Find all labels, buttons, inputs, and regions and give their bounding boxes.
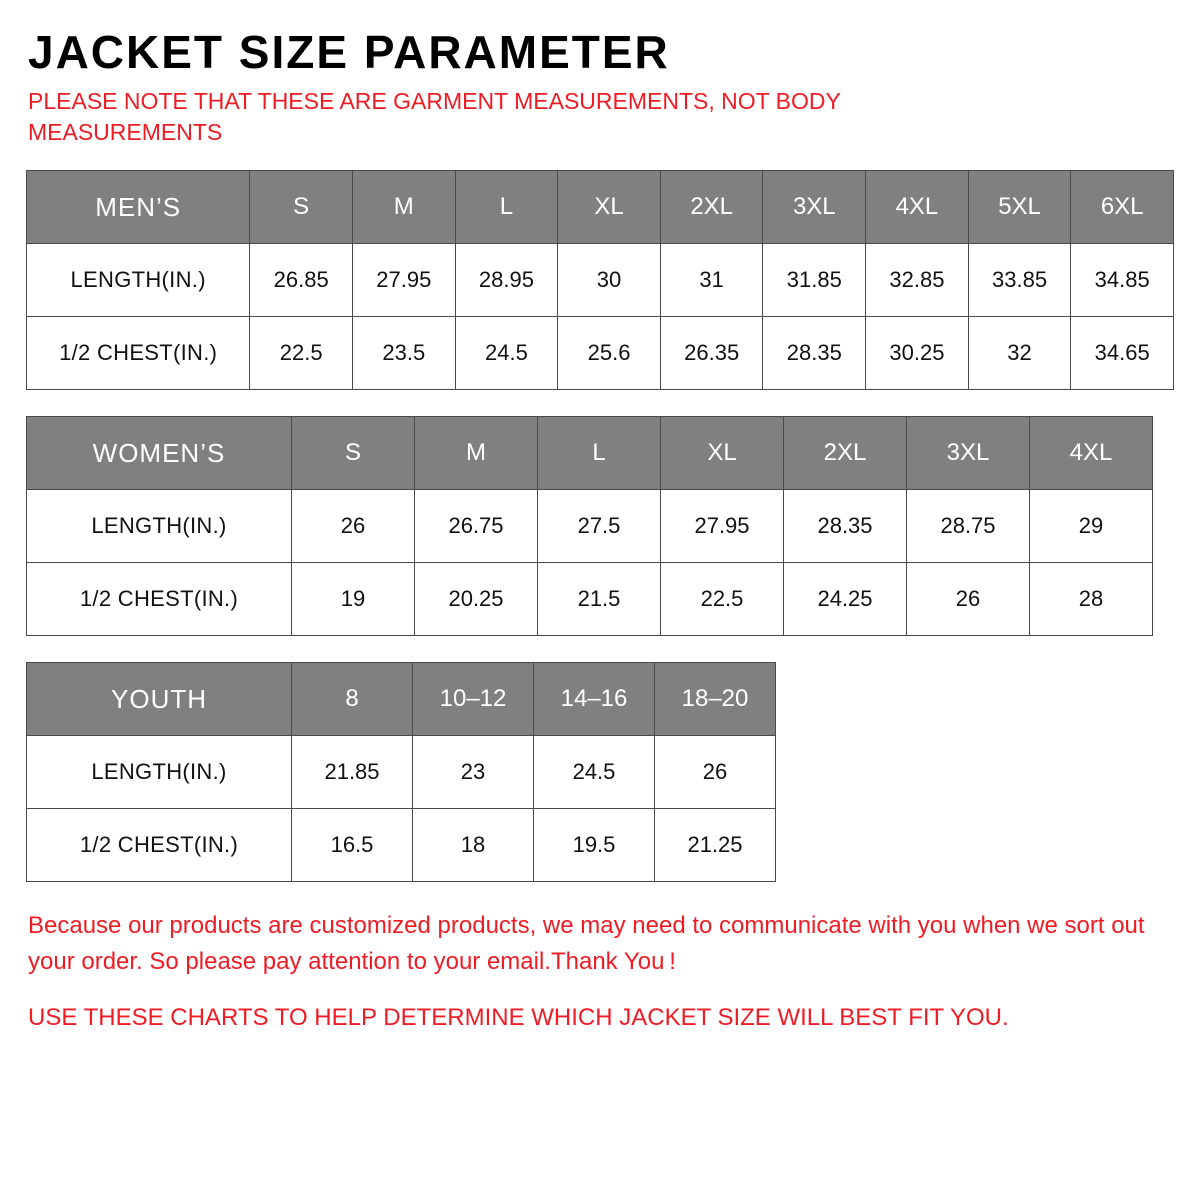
youth-chest-18-20: 21.25 [655, 809, 776, 882]
page-title: JACKET SIZE PARAMETER [28, 26, 670, 78]
mens-size-xl: XL [558, 171, 661, 244]
mens-chest-6xl: 34.65 [1071, 317, 1174, 390]
mens-chest-4xl: 30.25 [866, 317, 969, 390]
womens-size-l: L [538, 417, 661, 490]
womens-length-l: 27.5 [538, 490, 661, 563]
womens-length-2xl: 28.35 [784, 490, 907, 563]
womens-category-label: WOMEN’S [27, 417, 292, 490]
mens-size-4xl: 4XL [866, 171, 969, 244]
mens-chest-l: 24.5 [455, 317, 558, 390]
womens-chest-label: 1/2 CHEST(IN.) [27, 563, 292, 636]
table-header-row [27, 417, 1153, 490]
mens-chest-3xl: 28.35 [763, 317, 866, 390]
womens-size-table [26, 416, 1153, 636]
table-row [27, 736, 776, 809]
mens-size-2xl: 2XL [660, 171, 763, 244]
womens-size-xl: XL [661, 417, 784, 490]
womens-length-3xl: 28.75 [907, 490, 1030, 563]
womens-chest-4xl: 28 [1030, 563, 1153, 636]
mens-length-5xl: 33.85 [968, 244, 1071, 317]
womens-length-4xl: 29 [1030, 490, 1153, 563]
youth-chest-14-16: 19.5 [534, 809, 655, 882]
mens-size-table [26, 170, 1174, 390]
mens-length-6xl: 34.85 [1071, 244, 1174, 317]
womens-size-2xl: 2XL [784, 417, 907, 490]
womens-size-3xl: 3XL [907, 417, 1030, 490]
mens-length-xl: 30 [558, 244, 661, 317]
footer-usage-note: USE THESE CHARTS TO HELP DETERMINE WHICH JACKET SIZE WILL BEST FIT YOU. [28, 1004, 1009, 1032]
womens-chest-s: 19 [292, 563, 415, 636]
mens-category-label: MEN’S [27, 171, 250, 244]
mens-length-m: 27.95 [352, 244, 455, 317]
youth-chest-label: 1/2 CHEST(IN.) [27, 809, 292, 882]
mens-chest-5xl: 32 [968, 317, 1071, 390]
youth-chest-10-12: 18 [413, 809, 534, 882]
mens-size-l: L [455, 171, 558, 244]
mens-size-s: S [250, 171, 353, 244]
mens-length-s: 26.85 [250, 244, 353, 317]
youth-size-10-12: 10–12 [413, 663, 534, 736]
womens-size-s: S [292, 417, 415, 490]
youth-length-18-20: 26 [655, 736, 776, 809]
mens-size-3xl: 3XL [763, 171, 866, 244]
youth-size-8: 8 [292, 663, 413, 736]
measurement-note: PLEASE NOTE THAT THESE ARE GARMENT MEASUREMENTS, NOT BODY MEASUREMENTS [28, 88, 841, 146]
womens-chest-l: 21.5 [538, 563, 661, 636]
youth-size-18-20: 18–20 [655, 663, 776, 736]
footer-customization-note: Because our products are customized products, we may need to communicate with you when we sort out your order. So please pay attention to your email.Thank You ! [28, 912, 1145, 976]
womens-length-m: 26.75 [415, 490, 538, 563]
womens-chest-3xl: 26 [907, 563, 1030, 636]
mens-size-5xl: 5XL [968, 171, 1071, 244]
womens-length-xl: 27.95 [661, 490, 784, 563]
youth-length-label: LENGTH(IN.) [27, 736, 292, 809]
table-header-row [27, 663, 776, 736]
womens-length-s: 26 [292, 490, 415, 563]
mens-chest-s: 22.5 [250, 317, 353, 390]
youth-length-8: 21.85 [292, 736, 413, 809]
youth-category-label: YOUTH [27, 663, 292, 736]
youth-length-14-16: 24.5 [534, 736, 655, 809]
mens-chest-xl: 25.6 [558, 317, 661, 390]
table-row [27, 809, 776, 882]
mens-chest-label: 1/2 CHEST(IN.) [27, 317, 250, 390]
mens-chest-m: 23.5 [352, 317, 455, 390]
mens-chest-2xl: 26.35 [660, 317, 763, 390]
womens-size-4xl: 4XL [1030, 417, 1153, 490]
mens-length-label: LENGTH(IN.) [27, 244, 250, 317]
womens-length-label: LENGTH(IN.) [27, 490, 292, 563]
womens-chest-2xl: 24.25 [784, 563, 907, 636]
mens-length-l: 28.95 [455, 244, 558, 317]
youth-chest-8: 16.5 [292, 809, 413, 882]
table-row [27, 490, 1153, 563]
table-row [27, 563, 1153, 636]
womens-size-m: M [415, 417, 538, 490]
mens-length-3xl: 31.85 [763, 244, 866, 317]
mens-size-6xl: 6XL [1071, 171, 1174, 244]
mens-length-2xl: 31 [660, 244, 763, 317]
womens-chest-xl: 22.5 [661, 563, 784, 636]
youth-size-table [26, 662, 776, 882]
table-header-row [27, 171, 1174, 244]
mens-size-m: M [352, 171, 455, 244]
youth-size-14-16: 14–16 [534, 663, 655, 736]
womens-chest-m: 20.25 [415, 563, 538, 636]
table-row [27, 244, 1174, 317]
table-row [27, 317, 1174, 390]
mens-length-4xl: 32.85 [866, 244, 969, 317]
youth-length-10-12: 23 [413, 736, 534, 809]
